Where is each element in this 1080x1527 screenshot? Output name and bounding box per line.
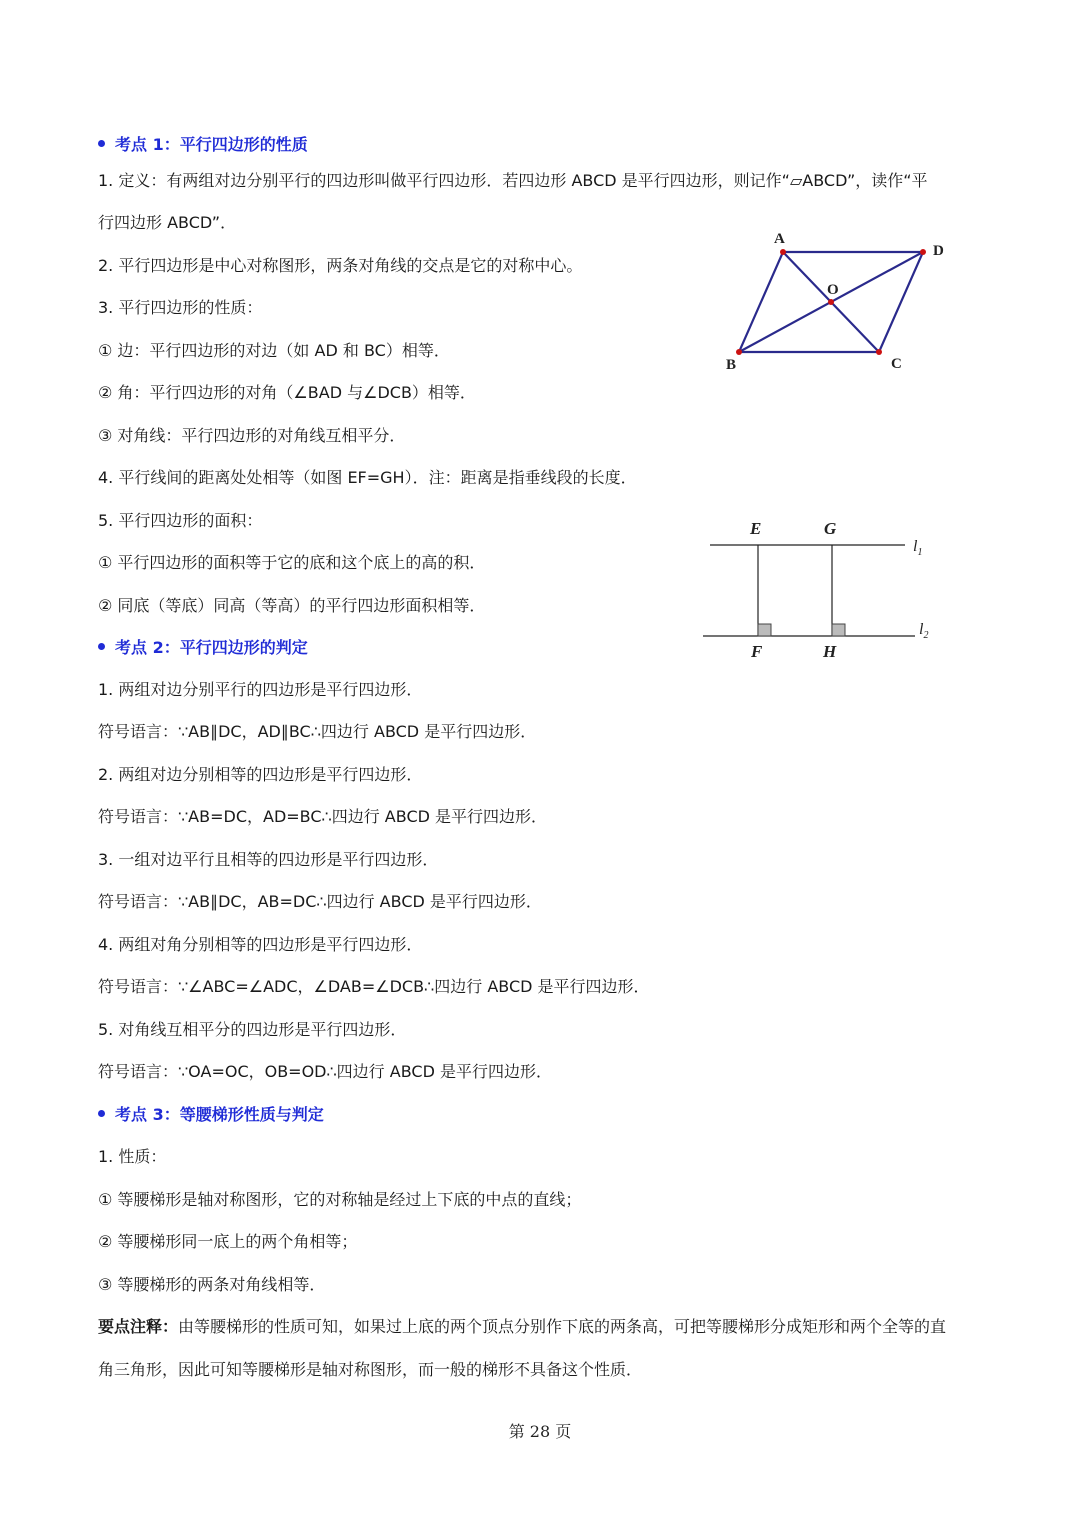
- text-line: 4. 两组对角分别相等的四边形是平行四边形．: [98, 935, 423, 954]
- section-heading-3: 考点 3：等腰梯形性质与判定: [98, 1105, 324, 1125]
- point-d: [920, 249, 926, 255]
- text-line: 3. 平行四边形的性质：: [98, 298, 263, 317]
- label-b: B: [726, 357, 737, 373]
- page-number: 第 28 页: [508, 1422, 572, 1441]
- text-line: 5. 对角线互相平分的四边形是平行四边形．: [98, 1020, 407, 1039]
- text-line: 2. 平行四边形是中心对称图形，两条对角线的交点是它的对称中心。: [98, 256, 583, 275]
- label-f: F: [751, 642, 763, 661]
- label-d: D: [933, 243, 944, 259]
- parallel-lines-figure: [695, 510, 955, 670]
- section-heading-1: 考点 1：平行四边形的性质: [98, 135, 308, 155]
- text-line: 2. 两组对边分别相等的四边形是平行四边形．: [98, 765, 423, 784]
- parallelogram-figure: [700, 225, 970, 385]
- right-angle-mark-h: [832, 624, 845, 636]
- label-l2: $l_2$: [919, 621, 929, 641]
- note-line: [98, 1317, 946, 1337]
- bullet-icon: [98, 140, 105, 147]
- label-c: C: [891, 356, 902, 372]
- text-line: ③ 等腰梯形的两条对角线相等．: [98, 1275, 326, 1294]
- text-line: 1. 性质：: [98, 1147, 167, 1166]
- point-o: [828, 299, 834, 305]
- label-e: E: [750, 519, 762, 538]
- text-line: ② 同底（等底）同高（等高）的平行四边形面积相等．: [98, 596, 486, 615]
- label-a: A: [774, 231, 785, 247]
- label-l1: $l_1$: [913, 538, 923, 558]
- note-continuation: 角三角形，因此可知等腰梯形是轴对称图形，而一般的梯形不具备这个性质．: [98, 1360, 643, 1379]
- label-o: O: [827, 282, 839, 298]
- text-line: ① 平行四边形的面积等于它的底和这个底上的高的积．: [98, 553, 486, 572]
- bullet-icon: [98, 643, 105, 650]
- text-line: ① 等腰梯形是轴对称图形，它的对称轴是经过上下底的中点的直线；: [98, 1190, 582, 1209]
- text-line: ② 等腰梯形同一底上的两个角相等；: [98, 1232, 358, 1251]
- text-line: 3. 一组对边平行且相等的四边形是平行四边形．: [98, 850, 439, 869]
- text-line: 符号语言：∵AB∥DC，AD∥BC∴四边行 ABCD 是平行四边形．: [98, 722, 537, 741]
- text-line: 行四边形 ABCD”．: [98, 213, 237, 232]
- text-line: 5. 平行四边形的面积：: [98, 511, 263, 530]
- text-line: 符号语言：∵AB∥DC，AB=DC∴四边行 ABCD 是平行四边形．: [98, 892, 542, 911]
- text-line: ③ 对角线：平行四边形的对角线互相平分．: [98, 426, 406, 445]
- text-line: 符号语言：∵AB=DC，AD=BC∴四边行 ABCD 是平行四边形．: [98, 807, 548, 826]
- section-heading-2: 考点 2：平行四边形的判定: [98, 638, 308, 658]
- note-text: 由等腰梯形的性质可知，如果过上底的两个顶点分别作下底的两条高，可把等腰梯形分成矩形和两个全等的直: [178, 1317, 947, 1336]
- text-line: 1. 两组对边分别平行的四边形是平行四边形．: [98, 680, 423, 699]
- point-a: [780, 249, 786, 255]
- text-line: ① 边：平行四边形的对边（如 AD 和 BC）相等．: [98, 341, 450, 360]
- label-h: H: [823, 642, 837, 661]
- bullet-icon: [98, 1110, 105, 1117]
- text-line: 4. 平行线间的距离处处相等（如图 EF=GH）．注：距离是指垂线段的长度．: [98, 468, 637, 487]
- right-angle-mark-f: [758, 624, 771, 636]
- point-b: [736, 349, 742, 355]
- label-g: G: [824, 519, 837, 538]
- text-line: ② 角：平行四边形的对角（∠BAD 与∠DCB）相等．: [98, 383, 476, 402]
- text-line: 1. 定义：有两组对边分别平行的四边形叫做平行四边形．若四边形 ABCD 是平行四边形，则记作“▱ABCD”，读作“平: [98, 171, 928, 190]
- point-c: [876, 349, 882, 355]
- text-line: 符号语言：∵∠ABC=∠ADC，∠DAB=∠DCB∴四边行 ABCD 是平行四边形．: [98, 977, 650, 996]
- text-line: 符号语言：∵OA=OC，OB=OD∴四边行 ABCD 是平行四边形．: [98, 1062, 552, 1081]
- note-label: 要点注释：: [98, 1317, 179, 1336]
